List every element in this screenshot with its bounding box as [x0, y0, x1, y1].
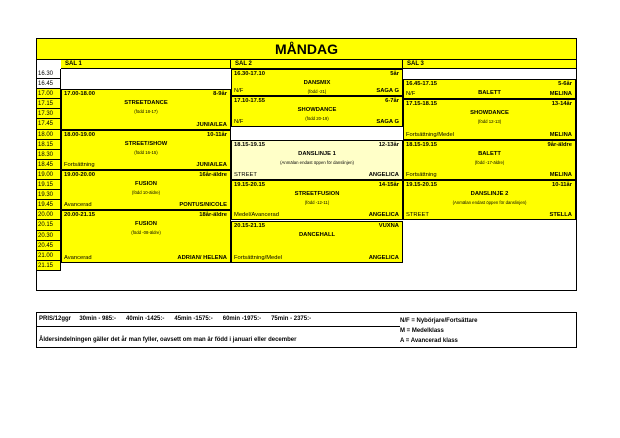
time-slot: 17.00: [37, 89, 61, 99]
class-teacher: ANGELICA: [368, 254, 399, 261]
time-slot: 19.00: [37, 170, 61, 180]
class-birth-years: (född -08-äldre): [131, 230, 161, 236]
time-slot: 19.30: [37, 190, 61, 200]
class-level: Medel/Avancerad: [234, 212, 280, 219]
class-time: 18.00-19.00: [64, 131, 95, 138]
class-birth-years: (Anmälan endast öppen för danslinjen): [280, 159, 354, 165]
class-name: STREETDANCE: [124, 100, 168, 107]
class-age: 16år-äldre: [199, 172, 227, 178]
class-level: Avancerad: [64, 202, 92, 209]
class-teacher: JUNIA/LEA: [196, 161, 227, 168]
class-block: [231, 221, 403, 263]
class-age: 8-9år: [213, 91, 227, 98]
class-time: 19.15-20.15: [406, 182, 437, 189]
class-name: DANCEHALL: [298, 231, 336, 238]
class-time: 17.15-18.15: [406, 101, 437, 108]
class-name: BALETT: [478, 150, 501, 157]
class-birth-years: (född -17-äldre): [474, 159, 505, 165]
class-time: 20.00-21.15: [64, 212, 95, 219]
class-age: 9år-äldre: [547, 141, 572, 148]
class-time: 19.00-20.00: [64, 172, 95, 178]
class-block: [231, 180, 403, 220]
class-block: [403, 180, 576, 220]
time-slot: 21.15: [37, 261, 61, 271]
time-slot: 16.30: [37, 69, 61, 79]
class-block: [61, 170, 231, 210]
class-birth-years: (Anmälan endast öppen för danslinjen): [452, 200, 527, 206]
age-note: Åldersindelningen gäller det år man fyller, oavsett om man är född i januari eller december: [39, 337, 297, 343]
class-block: [231, 96, 403, 126]
class-teacher: PONTUS/NICOLE: [179, 202, 227, 209]
class-name: STREET/SHOW: [124, 140, 168, 147]
class-age: 6-7år: [385, 98, 399, 105]
class-level: Fortsättning/Medel: [406, 131, 455, 138]
time-slot: 17.15: [37, 99, 61, 109]
class-birth-years: (född 12-13): [477, 119, 502, 125]
time-slot: 16.45: [37, 79, 61, 89]
class-age: 12-13år: [378, 141, 399, 148]
class-block: [61, 210, 231, 263]
class-teacher: STELLA: [549, 212, 572, 219]
class-teacher: JUNIA/LEA: [196, 121, 227, 128]
sal-header-3: SAL 3: [403, 60, 576, 69]
class-level: N/F: [234, 88, 244, 95]
class-age: 14-15år: [378, 182, 399, 189]
class-level: STREET: [406, 212, 429, 219]
class-time: 17.10-17.55: [234, 98, 265, 105]
class-age: VUXNA: [378, 222, 399, 229]
class-teacher: ADRIAN/ HELENA: [177, 254, 227, 261]
class-block: [231, 69, 403, 96]
class-time: 16.45-17.15: [406, 81, 437, 88]
schedule-sheet: [36, 38, 577, 291]
class-level: STREET: [234, 172, 257, 179]
legend-a: A = Avancerad klass: [400, 338, 458, 344]
class-name: DANSLINJE 2: [470, 191, 509, 198]
class-name: STREETFUSION: [294, 191, 340, 198]
time-slot: 19.15: [37, 180, 61, 190]
class-birth-years: (född 16-15): [134, 149, 158, 155]
class-time: 18.15-19.15: [234, 141, 265, 148]
class-block: [403, 99, 576, 139]
class-name: SHOWDANCE: [470, 110, 509, 117]
class-block: [61, 89, 231, 129]
time-slot: 17.30: [37, 109, 61, 119]
time-slot: 20.30: [37, 231, 61, 241]
class-time: 16.30-17.10: [234, 71, 265, 77]
time-slot: 18.45: [37, 160, 61, 170]
class-teacher: MELINA: [549, 91, 572, 98]
sal-header-2: SAL 2: [231, 60, 403, 69]
class-block: [403, 140, 576, 180]
time-slot: 19.45: [37, 200, 61, 210]
class-teacher: MELINA: [549, 131, 572, 138]
class-block: [403, 79, 576, 99]
time-slot: 18.00: [37, 130, 61, 140]
class-teacher: SAGA G: [376, 88, 399, 95]
class-teacher: SAGA G: [376, 118, 399, 125]
class-name: FUSION: [135, 181, 157, 187]
time-slot: 21.00: [37, 251, 61, 261]
class-teacher: ANGELICA: [368, 172, 399, 179]
class-birth-years: (född -21): [307, 89, 327, 94]
class-time: 20.15-21.15: [234, 222, 265, 229]
level-legend: [400, 316, 478, 346]
class-block: [61, 130, 231, 170]
time-slot: 18.30: [37, 150, 61, 160]
class-level: N/F: [234, 118, 244, 125]
sal-header-1: SAL 1: [61, 60, 231, 69]
class-teacher: MELINA: [549, 172, 572, 179]
time-slot: 20.00: [37, 210, 61, 220]
page-title: MÅNDAG: [37, 39, 576, 60]
class-name: BALETT: [478, 90, 501, 97]
class-name: DANSLINJE 1: [298, 150, 336, 157]
price-list: PRIS/12ggr 30min - 985:- 40min -1425:- 45min -1575:- 60min -1975:- 75min - 2375:-: [39, 316, 312, 322]
class-age: 13-14år: [551, 101, 572, 108]
class-age: 10-11år: [552, 182, 572, 189]
class-teacher: ANGELICA: [368, 212, 399, 219]
class-time: 19.15-20.15: [234, 182, 265, 189]
class-level: Fortsättning: [406, 172, 437, 179]
class-birth-years: (född 18-17): [134, 109, 158, 115]
legend-nf: N/F = Nybörjare/Fortsättare: [400, 318, 478, 324]
class-block: [231, 140, 403, 180]
class-age: 5år: [390, 71, 399, 77]
class-age: 18år-äldre: [199, 212, 227, 219]
class-birth-years: (född -12-11): [304, 200, 330, 206]
class-level: Fortsättning/Medel: [234, 254, 283, 261]
time-slot: 17.45: [37, 119, 61, 129]
class-level: Fortsättning: [64, 161, 95, 168]
class-birth-years: (född 20-19): [305, 116, 329, 122]
class-level: N/F: [406, 91, 416, 98]
class-birth-years: (född 10-äldre): [131, 190, 161, 195]
class-time: 17.00-18.00: [64, 91, 95, 98]
time-slot: 20.45: [37, 241, 61, 251]
class-level: Avancerad: [64, 254, 92, 261]
legend-m: M = Medelklass: [400, 328, 444, 334]
class-name: SHOWDANCE: [297, 107, 337, 114]
price-box: [36, 312, 577, 348]
time-column: [37, 69, 61, 271]
time-slot: 18.15: [37, 140, 61, 150]
class-time: 18.15-19.15: [406, 141, 437, 148]
time-slot: 20.15: [37, 220, 61, 230]
class-age: 10-11år: [207, 131, 227, 138]
class-age: 5-6år: [558, 81, 572, 88]
class-name: FUSION: [135, 221, 157, 228]
class-name: DANSMIX: [303, 80, 331, 86]
